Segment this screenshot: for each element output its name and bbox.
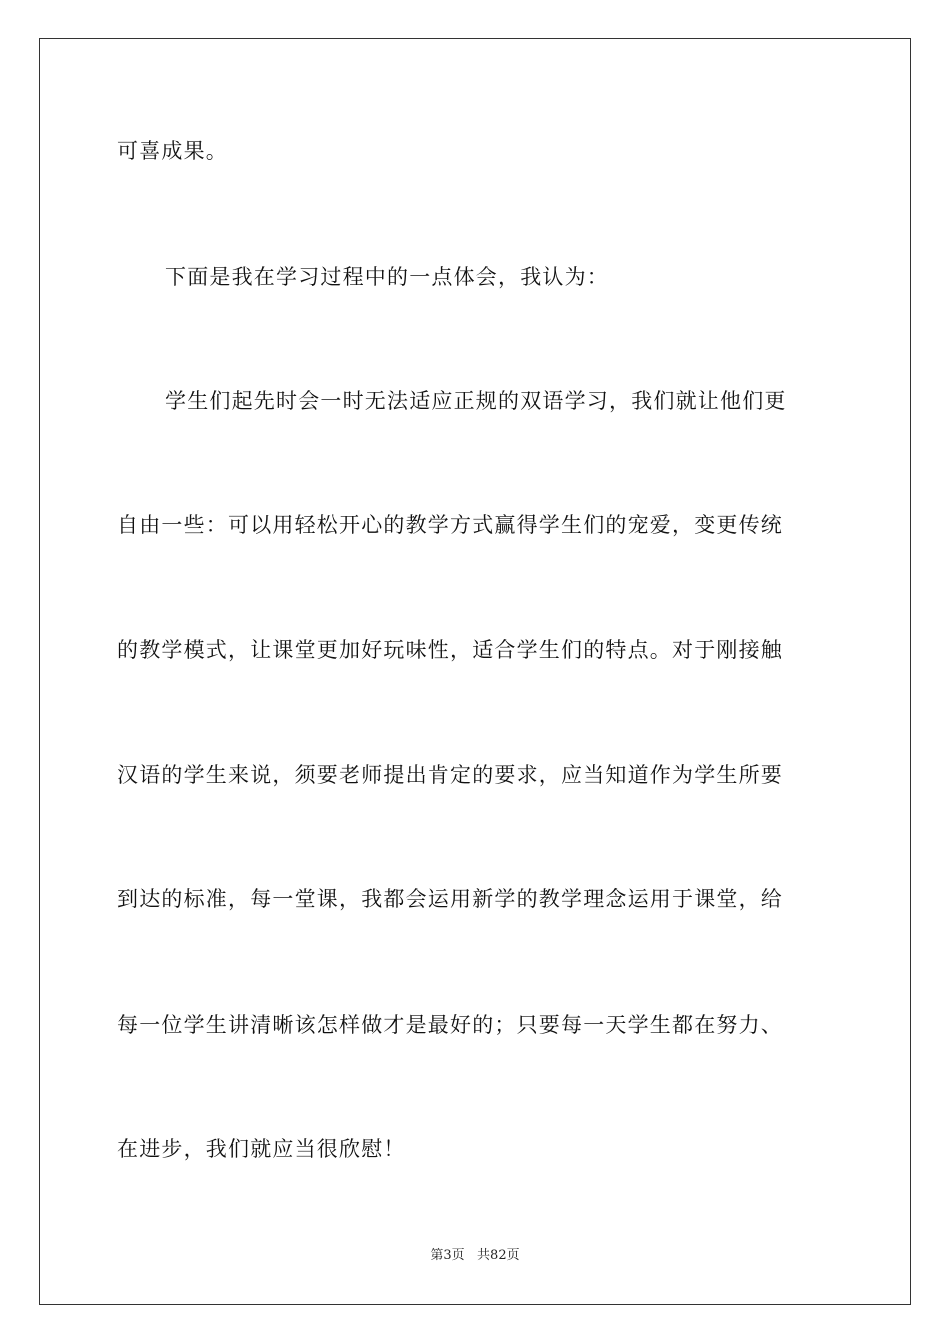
page-number-footer: 第3页 共82页 xyxy=(430,1248,520,1263)
paragraph-line: 可喜成果。 xyxy=(117,139,228,163)
paragraph-line: 的教学模式，让课堂更加好玩味性，适合学生们的特点。对于刚接触 xyxy=(117,638,783,662)
paragraph-line: 下面是我在学习过程中的一点体会，我认为： xyxy=(165,265,609,289)
paragraph-line: 自由一些：可以用轻松开心的教学方式赢得学生们的宠爱，变更传统 xyxy=(117,513,783,537)
paragraph-line: 学生们起先时会一时无法适应正规的双语学习，我们就让他们更 xyxy=(165,389,787,413)
paragraph-line: 汉语的学生来说，须要老师提出肯定的要求，应当知道作为学生所要 xyxy=(117,763,783,787)
paragraph-line: 在进步，我们就应当很欣慰！ xyxy=(117,1137,406,1161)
paragraph-line: 到达的标准，每一堂课，我都会运用新学的教学理念运用于课堂，给 xyxy=(117,887,783,911)
paragraph-line: 每一位学生讲清晰该怎样做才是最好的；只要每一天学生都在努力、 xyxy=(117,1013,783,1037)
page-frame xyxy=(39,38,911,1305)
